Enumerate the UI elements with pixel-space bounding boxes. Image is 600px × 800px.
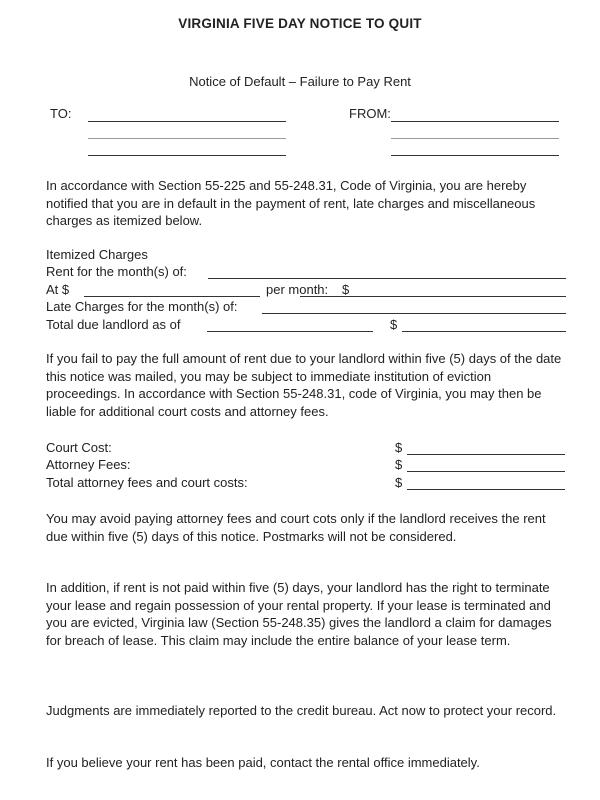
document-title: VIRGINIA FIVE DAY NOTICE TO QUIT bbox=[178, 16, 422, 31]
terminate-lease-paragraph: In addition, if rent is not paid within five (5) days, your landlord has the right to terminate your lease and regain possession of your rental property. If your lease is terminated and you are evicted, Virginia law (Section 55-248.35) gives the landlord a claim for damages for breach of lease. This claim may include the entire balance of your lease term. bbox=[46, 580, 552, 648]
total-due-label: Total due landlord as of bbox=[46, 317, 181, 332]
rent-months-line[interactable] bbox=[208, 278, 566, 279]
attorney-fees-line[interactable] bbox=[407, 471, 565, 472]
from-name-line[interactable] bbox=[391, 121, 559, 122]
from-address-line-1[interactable] bbox=[391, 138, 559, 139]
rent-amount-line[interactable] bbox=[84, 296, 260, 297]
from-address-line-2[interactable] bbox=[391, 155, 559, 156]
attorney-fees-label: Attorney Fees: bbox=[46, 457, 131, 472]
from-label: FROM: bbox=[349, 106, 391, 121]
total-due-date-line[interactable] bbox=[207, 331, 373, 332]
to-address-line-2[interactable] bbox=[88, 155, 286, 156]
court-cost-dollar: $ bbox=[395, 440, 403, 455]
rent-months-label: Rent for the month(s) of: bbox=[46, 264, 187, 279]
judgments-paragraph: Judgments are immediately reported to the credit bureau. Act now to protect your record. bbox=[46, 703, 557, 718]
contact-paragraph: If you believe your rent has been paid, contact the rental office immediately. bbox=[46, 755, 480, 770]
late-charges-line[interactable] bbox=[262, 313, 566, 314]
total-costs-line[interactable] bbox=[407, 489, 565, 490]
per-month-total-line[interactable] bbox=[300, 296, 566, 297]
court-cost-line[interactable] bbox=[407, 454, 565, 455]
to-name-line[interactable] bbox=[88, 121, 286, 122]
intro-paragraph: In accordance with Section 55-225 and 55-248.31, Code of Virginia, you are hereby notified that you are in default in the payment of rent, late charges and miscellaneous charges as itemized below. bbox=[46, 178, 536, 228]
eviction-paragraph: If you fail to pay the full amount of rent due to your landlord within five (5) days of the date this notice was mailed, you may be subject to immediate institution of eviction proceedings. In accordance with Section 55-248.31, code of Virginia, you may then be liable for additional court costs and attorney fees. bbox=[46, 351, 562, 419]
itemized-heading: Itemized Charges bbox=[46, 247, 148, 262]
to-label: TO: bbox=[50, 106, 72, 121]
total-costs-label: Total attorney fees and court costs: bbox=[46, 475, 248, 490]
per-month-dollar: $ bbox=[342, 282, 350, 297]
total-due-amount-line[interactable] bbox=[402, 331, 566, 332]
attorney-fees-dollar: $ bbox=[395, 457, 403, 472]
to-address-line-1[interactable] bbox=[88, 138, 286, 139]
court-cost-label: Court Cost: bbox=[46, 440, 112, 455]
total-costs-dollar: $ bbox=[395, 475, 403, 490]
document-subtitle: Notice of Default – Failure to Pay Rent bbox=[189, 74, 411, 89]
total-due-dollar: $ bbox=[390, 317, 398, 332]
per-month-label: per month: bbox=[266, 282, 329, 297]
avoid-fees-paragraph: You may avoid paying attorney fees and court cots only if the landlord receives the rent due within five (5) days of this notice. Postmarks will not be considered. bbox=[46, 511, 546, 544]
at-amount-label: At $ bbox=[46, 282, 70, 297]
late-charges-label: Late Charges for the month(s) of: bbox=[46, 299, 238, 314]
